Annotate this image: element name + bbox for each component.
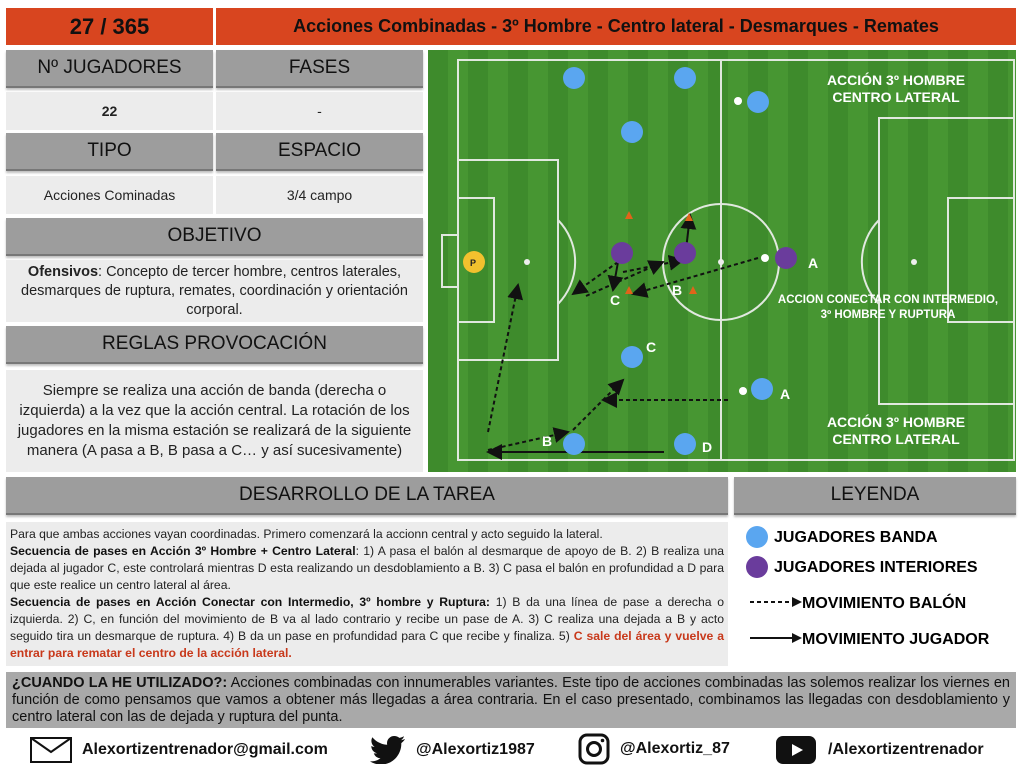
espacio-label: ESPACIO (216, 133, 423, 171)
field-label-mid: ACCION CONECTAR CON INTERMEDIO, 3º HOMBRE Y RUPTURA (777, 294, 999, 321)
legend-item-banda: JUGADORES BANDA (774, 529, 938, 546)
s1-title: Secuencia de pases en Acción 3º Hombre + Centro Lateral (10, 544, 356, 558)
footer-email-text: Alexortizentrenador@gmail.com (82, 741, 328, 758)
legend-item-interior: JUGADORES INTERIORES (774, 559, 978, 576)
day-counter: 27 / 365 (6, 8, 213, 48)
tipo-label: TIPO (6, 133, 213, 171)
dashed-arrow-icon (750, 596, 802, 608)
field-diagram (428, 50, 1016, 472)
cuando-title: ¿CUANDO LA HE UTILIZADO?: (12, 675, 228, 691)
letter-c1: C (610, 292, 621, 308)
footer-email[interactable] (30, 736, 328, 764)
tipo-value: Acciones Cominadas (6, 176, 213, 214)
solid-arrow-icon (750, 632, 802, 644)
footer-instagram[interactable] (578, 733, 730, 765)
fases-label: FASES (216, 50, 423, 88)
instagram-icon (578, 733, 610, 765)
reglas-text: Siempre se realiza una acción de banda (derecha o izquierda) a la vez que la acción central. La rotación de los jugadores en la misma estación se realizará de la siguiente manera (A pasa a B, B pasa a C… y así sucesivamente) (6, 370, 423, 472)
objetivo-label: OBJETIVO (6, 218, 423, 256)
s2-title: Secuencia de pases en Acción Conectar con Intermedio, 3º hombre y Ruptura: (10, 595, 490, 609)
letter-b1: B (672, 282, 683, 298)
jugadores-label: Nº JUGADORES (6, 50, 213, 88)
footer-youtube[interactable] (776, 736, 984, 764)
youtube-icon (776, 736, 816, 764)
footer-instagram-text: @Alexortiz_87 (620, 740, 730, 757)
legend-item-balon: MOVIMIENTO BALÓN (802, 595, 967, 612)
desarrollo-text (6, 522, 728, 666)
letter-c2: C (646, 339, 657, 355)
legend-item-jugador: MOVIMIENTO JUGADOR (802, 631, 990, 648)
objetivo-body: : Concepto de tercer hombre, centros laterales, desmarques de ruptura, remates, coordinación y orientación corporal. (21, 263, 408, 318)
desarrollo-p1: Para que ambas acciones vayan coordinadas. Primero comenzará la accionn central y acto seguido la lateral. (10, 527, 603, 541)
cuando-text (6, 672, 1016, 728)
legend-interior-icon (746, 556, 768, 578)
footer-twitter-text: @Alexortiz1987 (416, 741, 535, 758)
keeper-label: P (470, 258, 477, 268)
mail-icon (30, 737, 72, 763)
jugadores-value: 22 (6, 92, 213, 130)
leyenda-label: LEYENDA (734, 477, 1016, 515)
objetivo-text (6, 260, 423, 322)
s1-text: : 1) A pasa el balón al desmarque de apoyo de B. 2) B realiza una dejada al jugador C, este controlará mientras D esta realizando un desdoblamiento a B. 3) C pasa el balón en profundidad a D para que este realice un centro lateral al área. (10, 544, 724, 592)
footer-youtube-text: /Alexortizentrenador (828, 741, 984, 758)
reglas-label: REGLAS PROVOCACIÓN (6, 326, 423, 364)
legend-banda-icon (746, 526, 768, 548)
letter-a2: A (780, 386, 791, 402)
letter-d: D (702, 439, 713, 455)
field-label-bottom: ACCIÓN 3º HOMBRE CENTRO LATERAL (826, 414, 966, 447)
desarrollo-s2 (10, 594, 724, 662)
field-label-top: ACCIÓN 3º HOMBRE CENTRO LATERAL (826, 72, 966, 105)
footer-twitter[interactable] (370, 736, 535, 764)
page-title: Acciones Combinadas - 3º Hombre - Centro lateral - Desmarques - Remates (216, 8, 1016, 48)
tactics-field (428, 50, 1016, 472)
espacio-value: 3/4 campo (216, 176, 423, 214)
twitter-icon (370, 736, 406, 764)
cuando-body: Acciones combinadas con innumerables variantes. Este tipo de acciones combinadas las solemos realizar los viernes en función de como pensamos que vamos a obtener más llegadas a área contraria. En el caso presentado, combinamos las llegadas con desdoblamiento y centro lateral con las de dejada y ruptura del punta. (12, 675, 1010, 725)
s2-text: 1) B da una línea de pase a derecha o izquierda. 2) C, en función del movimiento de B va al lado contrario y recibe un pase de A. 3) C realiza una dejada a B y acto seguido tira un desmarque de ruptura. 4) B da un pase en profundidad para C que recibe y finaliza. 5) (10, 595, 724, 643)
letter-a1: A (808, 255, 819, 271)
s2-red: C sale del área y vuelve a entrar para rematar el centro de la acción lateral. (10, 629, 724, 660)
letter-b2: B (542, 433, 553, 449)
fases-value: - (216, 92, 423, 130)
desarrollo-label: DESARROLLO DE LA TAREA (6, 477, 728, 515)
leyenda-list (740, 522, 1016, 662)
objetivo-bold: Ofensivos (27, 263, 99, 280)
desarrollo-s1 (10, 543, 724, 594)
